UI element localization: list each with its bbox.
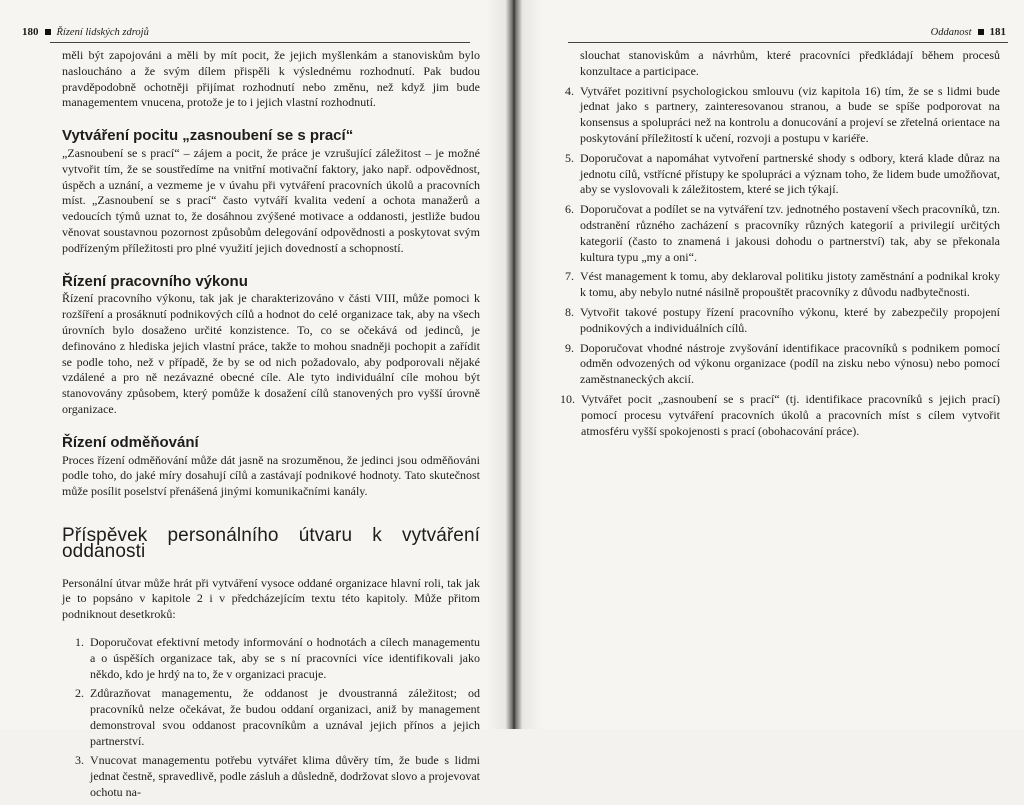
list-item-text: Vytvářet pocit „zasnoubení se s prací“ (tj. identifikace pracovníků s jejich prací) pomocí procesu vytváření pracovních úkolů a pracovních míst s cílem vytvořit atmosféru vyšší spokojenosti s prací (obohacování práce). bbox=[581, 391, 1000, 438]
list-item bbox=[62, 753, 480, 800]
list-item-text: Vnucovat managementu potřebu vytvářet klima důvěry tím, že bude s lidmi jednat čestně, spravedlivě, podle zásluh a důsledně, dodržovat slovo a projevovat ochotu na- bbox=[90, 753, 480, 800]
list-item-number: 3. bbox=[75, 753, 84, 768]
list-item-text: Vytvořit takové postupy řízení pracovního výkonu, které by zabezpečily propojení podnikových a individuálních cílů. bbox=[580, 304, 1000, 335]
left-text-column bbox=[62, 48, 480, 805]
list-item bbox=[560, 202, 1000, 265]
section-heading-performance: Řízení pracovního výkonu bbox=[62, 272, 248, 290]
square-bullet-icon bbox=[978, 29, 984, 35]
section-body-engagement: „Zasnoubení se s prací“ – zájem a pocit, že práce je vzrušující záležitost – je možné vytvořit tím, že se soustředíme na vnitřní motivační faktory, jako např. odpovědnost, úspěch a uznání, a vezmeme je v úvahu při vytváření pracovních úkolů a pracovních míst. „Zasnoubení se s prací“ často vytváří kvalita vedení a ochota manažerů a vedoucích týmů uznat to, že dosáhnou zvýšené motivace a oddanosti, jestliže budou věnovat soustavnou pozornost způsobům delegování odpovědnosti a poskytovat svým podřízeným příležitosti pro plné využití jejich dovedností a schopností. bbox=[62, 145, 480, 255]
section-body-performance: Řízení pracovního výkonu, tak jak je charakterizováno v části VIII, může pomoci k rozšíření a prosáknutí podnikových cílů a hodnot do celé organizace tak, aby na všech úrovních bylo dosaženo určité konzistence. To, co se očekává od jedinců, je definováno z hlediska jejich vlastní práce, takže to mohou snadněji pochopit a zařídit se podle toho, než v případě, že by se od nich požadovalo, aby podporovali nějaké vzdálené a pro ně nezávazné obecné cíle. Ale tyto individuální cíle mohou být stanovovány způsobem, který pomůže k dosažení cílů stanovených pro vyšší úrovně organizace. bbox=[62, 291, 480, 416]
list-item-continuation bbox=[560, 48, 1000, 80]
list-item-number: 10. bbox=[560, 391, 575, 406]
list-item bbox=[560, 341, 1000, 388]
right-running-header bbox=[931, 26, 1006, 38]
list-item-text: Doporučovat vhodné nástroje zvyšování identifikace pracovníků s podnikem pomocí odměn odvozených od výkonu organizace (podíl na zisku nebo výnosu) nebo pomocí zaměstnaneckých akcií. bbox=[580, 340, 1000, 387]
section-heading-engagement: Vytváření pocitu „zasnoubení se s prací“ bbox=[62, 127, 354, 145]
header-rule bbox=[568, 42, 1008, 43]
steps-list-left bbox=[62, 635, 480, 801]
list-item bbox=[62, 686, 480, 749]
chapter-intro-paragraph: Personální útvar může hrát při vytváření vysoce oddané organizace hlavní roli, tak jak je to popsáno v kapitole 2 i v předcházejícím textu této kapitoly. Může přitom podniknout desetkroků: bbox=[62, 575, 480, 622]
list-item-number: 2. bbox=[75, 686, 84, 701]
list-item-text: slouchat stanoviskům a návrhům, které pracovníci předkládají během procesů konzultace a participace. bbox=[580, 48, 1000, 78]
list-item-number-spacer bbox=[560, 48, 580, 80]
chapter-heading: Příspěvek personálního útvaru k vytváření oddanosti bbox=[62, 524, 480, 562]
list-item-number: 8. bbox=[565, 304, 574, 319]
list-item bbox=[560, 392, 1000, 439]
steps-list-right bbox=[560, 48, 1000, 439]
right-page bbox=[512, 0, 1024, 729]
list-item-text: Doporučovat a napomáhat vytvoření partnerské shody s odbory, která klade důraz na jednotu cílů, vstřícné přístupy ke spolupráci a význam toho, že lidem bude umožňovat, aby se vyslovovali k záležitostem, které se jich týkají. bbox=[580, 150, 1000, 197]
list-item bbox=[560, 269, 1000, 301]
list-item-number: 4. bbox=[565, 83, 574, 98]
right-page-number: 181 bbox=[989, 26, 1006, 38]
list-item bbox=[560, 151, 1000, 198]
list-item-number: 9. bbox=[565, 340, 574, 355]
left-page bbox=[0, 0, 512, 800]
list-item-text: Doporučovat efektivní metody informování o hodnotách a cílech managementu a o úspěších organizace tak, aby se s ní pracovníci více identifikovali jako někdo, kdo je hrdý na to, že v organizaci pracuje. bbox=[90, 634, 480, 681]
left-running-header bbox=[22, 26, 149, 38]
list-item-number: 7. bbox=[565, 269, 574, 284]
list-item bbox=[560, 305, 1000, 337]
intro-paragraph: měli být zapojováni a měli by mít pocit, že jejich myšlenkám a stanoviskům bylo nasloucháno a že svým dílem přispěli k výslednému rozhodnutí. Pak budou pravděpodobně ochotněji přijímat rozhodnutí nebo změnu, než když jim bude managementem vnucena, protože je to i jejich vlastní rozhodnutí. bbox=[62, 48, 480, 110]
left-running-title: Řízení lidských zdrojů bbox=[56, 26, 149, 38]
right-running-title: Oddanost bbox=[930, 26, 972, 38]
list-item-text: Doporučovat a podílet se na vytváření tzv. jednotného postavení všech pracovníků, tzn. odstranění různého zacházení s pracovníky různých kategorií a privilegií určitých kategorií (často to znamená i jakousi dohodu o partnerství) tak, aby se překonala kultura typu „my a oni“. bbox=[580, 202, 1000, 264]
list-item-number: 1. bbox=[75, 634, 84, 649]
book-spine-gutter bbox=[486, 0, 542, 729]
list-item-number: 6. bbox=[565, 202, 574, 217]
list-item-number: 5. bbox=[565, 150, 574, 165]
list-item-text: Zdůrazňovat managementu, že oddanost je dvoustranná záležitost; od pracovníků nelze očekávat, že budou oddaní organizaci, aniž by management demonstroval svou oddanost pracovníkům a uznával jejich přínos a jejich partnerství. bbox=[90, 686, 480, 748]
section-body-reward: Proces řízení odměňování může dát jasně na srozuměnou, že jedinci jsou odměňováni podle toho, do jaké míry dosahují cílů a zastávají podnikové hodnoty. Tato skutečnost může posílit poselství přenášená jinými komunikačními kanály. bbox=[62, 452, 480, 499]
list-item-text: Vést management k tomu, aby deklaroval politiku jistoty zaměstnání a podnikal kroky k tomu, aby nebylo nutné násilně propouštět pracovníky z důvodu nadbytečnosti. bbox=[580, 269, 1000, 300]
list-item bbox=[560, 84, 1000, 147]
left-page-number: 180 bbox=[22, 26, 39, 38]
square-bullet-icon bbox=[45, 29, 51, 35]
list-item bbox=[62, 635, 480, 682]
section-heading-reward: Řízení odměňování bbox=[62, 433, 199, 451]
right-text-column bbox=[560, 48, 1000, 443]
list-item-text: Vytvářet pozitivní psychologickou smlouvu (viz kapitola 16) tím, že se s lidmi bude jednat jako s partnery, zainteresovanou stranou, a bude se spíše podporovat na konsensus a spolupráci než na kontrolu a donucování a projeví se zřetelná orientace na poskytování příležitostí k učení, rozvoji a postupu v kariéře. bbox=[580, 83, 1000, 145]
header-rule bbox=[50, 42, 470, 43]
